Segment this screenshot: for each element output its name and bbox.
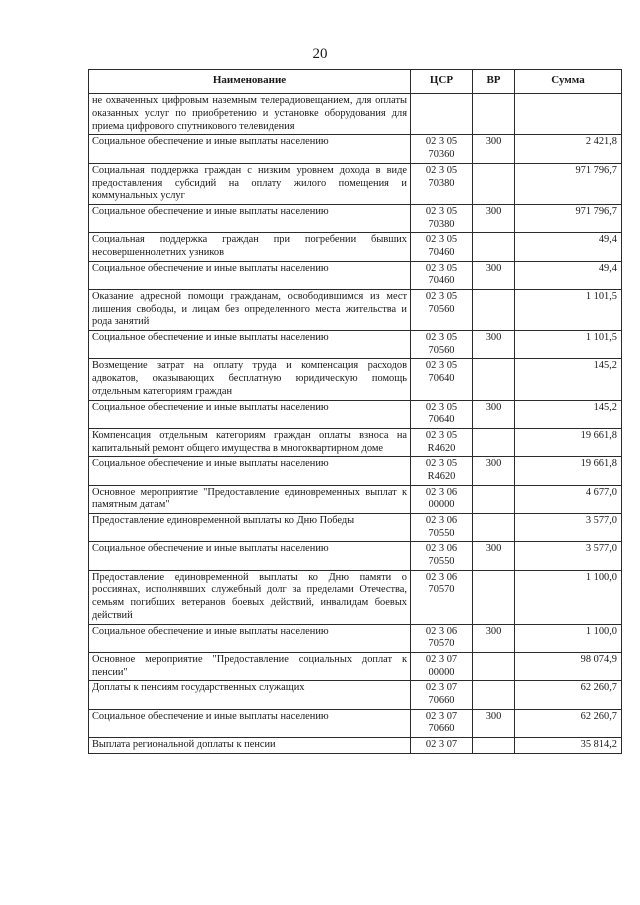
row-csr-cell — [411, 94, 473, 135]
row-sum-cell: 62 260,7 — [515, 709, 622, 737]
row-csr-cell: 02 3 07 — [411, 738, 473, 754]
table-row — [89, 233, 622, 261]
table-row — [89, 570, 622, 624]
row-vr-cell — [473, 233, 515, 261]
row-name-cell: Основное мероприятие "Предоставление единовременных выплат к памятным датам" — [89, 485, 411, 513]
row-sum-cell: 62 260,7 — [515, 681, 622, 709]
table-row — [89, 624, 622, 652]
row-vr-cell: 300 — [473, 624, 515, 652]
row-csr-cell: 02 3 06 00000 — [411, 485, 473, 513]
row-csr-cell: 02 3 05 70640 — [411, 359, 473, 400]
row-name-cell: Социальное обеспечение и иные выплаты населению — [89, 624, 411, 652]
row-csr-cell: 02 3 06 70550 — [411, 514, 473, 542]
row-sum-cell: 1 100,0 — [515, 624, 622, 652]
row-sum-cell: 971 796,7 — [515, 163, 622, 204]
page-number: 20 — [312, 46, 328, 62]
row-csr-cell: 02 3 06 70550 — [411, 542, 473, 570]
row-sum-cell: 3 577,0 — [515, 514, 622, 542]
row-csr-cell: 02 3 05 70560 — [411, 290, 473, 331]
row-csr-cell: 02 3 07 70660 — [411, 681, 473, 709]
row-sum-cell: 145,2 — [515, 359, 622, 400]
table-row — [89, 290, 622, 331]
table-row — [89, 457, 622, 485]
row-sum-cell: 1 101,5 — [515, 290, 622, 331]
row-csr-cell: 02 3 05 70380 — [411, 204, 473, 232]
row-name-cell: Социальное обеспечение и иные выплаты населению — [89, 135, 411, 163]
row-name-cell: Доплаты к пенсиям государственных служащих — [89, 681, 411, 709]
row-csr-cell: 02 3 05 70460 — [411, 233, 473, 261]
row-name-cell: Социальная поддержка граждан при погребении бывших несовершеннолетних узников — [89, 233, 411, 261]
row-vr-cell — [473, 514, 515, 542]
row-name-cell: Основное мероприятие "Предоставление социальных доплат к пенсии" — [89, 652, 411, 680]
row-vr-cell — [473, 163, 515, 204]
table-row — [89, 542, 622, 570]
row-sum-cell: 98 074,9 — [515, 652, 622, 680]
row-csr-cell: 02 3 06 70570 — [411, 624, 473, 652]
table-row — [89, 135, 622, 163]
header-csr: ЦСР — [411, 70, 473, 94]
row-sum-cell: 2 421,8 — [515, 135, 622, 163]
row-csr-cell: 02 3 05 R4620 — [411, 457, 473, 485]
row-csr-cell: 02 3 05 R4620 — [411, 428, 473, 456]
table-row — [89, 261, 622, 289]
row-csr-cell: 02 3 07 70660 — [411, 709, 473, 737]
row-vr-cell — [473, 359, 515, 400]
row-vr-cell — [473, 290, 515, 331]
row-name-cell: Социальное обеспечение и иные выплаты населению — [89, 542, 411, 570]
row-vr-cell — [473, 94, 515, 135]
row-vr-cell — [473, 428, 515, 456]
row-name-cell: Социальная поддержка граждан с низким уровнем дохода в виде предоставления субсидий на оплату жилого помещения и коммунальных услуг — [89, 163, 411, 204]
table-row — [89, 204, 622, 232]
row-vr-cell — [473, 652, 515, 680]
table-row — [89, 94, 622, 135]
table-row — [89, 681, 622, 709]
table-row — [89, 709, 622, 737]
row-name-cell: Социальное обеспечение и иные выплаты населению — [89, 204, 411, 232]
row-sum-cell: 35 814,2 — [515, 738, 622, 754]
row-name-cell: Предоставление единовременной выплаты ко Дню Победы — [89, 514, 411, 542]
row-vr-cell: 300 — [473, 331, 515, 359]
row-vr-cell: 300 — [473, 709, 515, 737]
table-row — [89, 514, 622, 542]
row-name-cell: не охваченных цифровым наземным телерадиовещанием, для оплаты оказанных услуг по приобретению и установке оборудования для приема цифрового спутникового телевидения — [89, 94, 411, 135]
table-row — [89, 738, 622, 754]
row-vr-cell — [473, 570, 515, 624]
row-name-cell: Компенсация отдельным категориям граждан оплаты взноса на капитальный ремонт общего имущества в многоквартирном доме — [89, 428, 411, 456]
row-name-cell: Социальное обеспечение и иные выплаты населению — [89, 400, 411, 428]
row-sum-cell: 3 577,0 — [515, 542, 622, 570]
row-sum-cell: 145,2 — [515, 400, 622, 428]
header-sum: Сумма — [515, 70, 622, 94]
table-header-row — [89, 70, 622, 94]
row-name-cell: Выплата региональной доплаты к пенсии — [89, 738, 411, 754]
row-name-cell: Возмещение затрат на оплату труда и компенсация расходов адвокатов, оказывающих бесплатную юридическую помощь отдельным категориям граждан — [89, 359, 411, 400]
row-vr-cell: 300 — [473, 400, 515, 428]
row-name-cell: Социальное обеспечение и иные выплаты населению — [89, 709, 411, 737]
row-vr-cell — [473, 738, 515, 754]
row-csr-cell: 02 3 05 70640 — [411, 400, 473, 428]
row-name-cell: Предоставление единовременной выплаты ко Дню памяти о россиянах, исполнявших служебный долг за пределами Отечества, семьям погибших ветеранов боевых действий, инвалидам боевых действий — [89, 570, 411, 624]
table-body — [89, 94, 622, 753]
row-csr-cell: 02 3 07 00000 — [411, 652, 473, 680]
table-row — [89, 400, 622, 428]
row-sum-cell: 19 661,8 — [515, 428, 622, 456]
table-row — [89, 652, 622, 680]
table-row — [89, 485, 622, 513]
header-name: Наименование — [89, 70, 411, 94]
table-row — [89, 163, 622, 204]
row-sum-cell: 49,4 — [515, 233, 622, 261]
row-sum-cell: 49,4 — [515, 261, 622, 289]
row-csr-cell: 02 3 05 70360 — [411, 135, 473, 163]
header-vr: ВР — [473, 70, 515, 94]
row-name-cell: Социальное обеспечение и иные выплаты населению — [89, 261, 411, 289]
row-csr-cell: 02 3 05 70460 — [411, 261, 473, 289]
row-sum-cell: 19 661,8 — [515, 457, 622, 485]
row-sum-cell: 1 100,0 — [515, 570, 622, 624]
table-row — [89, 428, 622, 456]
table-row — [89, 331, 622, 359]
table-row — [89, 359, 622, 400]
row-vr-cell: 300 — [473, 542, 515, 570]
row-sum-cell — [515, 94, 622, 135]
row-vr-cell — [473, 485, 515, 513]
row-vr-cell: 300 — [473, 204, 515, 232]
row-csr-cell: 02 3 05 70560 — [411, 331, 473, 359]
row-csr-cell: 02 3 05 70380 — [411, 163, 473, 204]
row-vr-cell — [473, 681, 515, 709]
row-csr-cell: 02 3 06 70570 — [411, 570, 473, 624]
row-name-cell: Социальное обеспечение и иные выплаты населению — [89, 331, 411, 359]
budget-table — [88, 69, 622, 754]
row-sum-cell: 4 677,0 — [515, 485, 622, 513]
row-name-cell: Социальное обеспечение и иные выплаты населению — [89, 457, 411, 485]
row-sum-cell: 1 101,5 — [515, 331, 622, 359]
row-name-cell: Оказание адресной помощи гражданам, освободившимся из мест лишения свободы, и лицам без определенного места жительства и рода занятий — [89, 290, 411, 331]
row-vr-cell: 300 — [473, 261, 515, 289]
row-vr-cell: 300 — [473, 135, 515, 163]
row-vr-cell: 300 — [473, 457, 515, 485]
row-sum-cell: 971 796,7 — [515, 204, 622, 232]
